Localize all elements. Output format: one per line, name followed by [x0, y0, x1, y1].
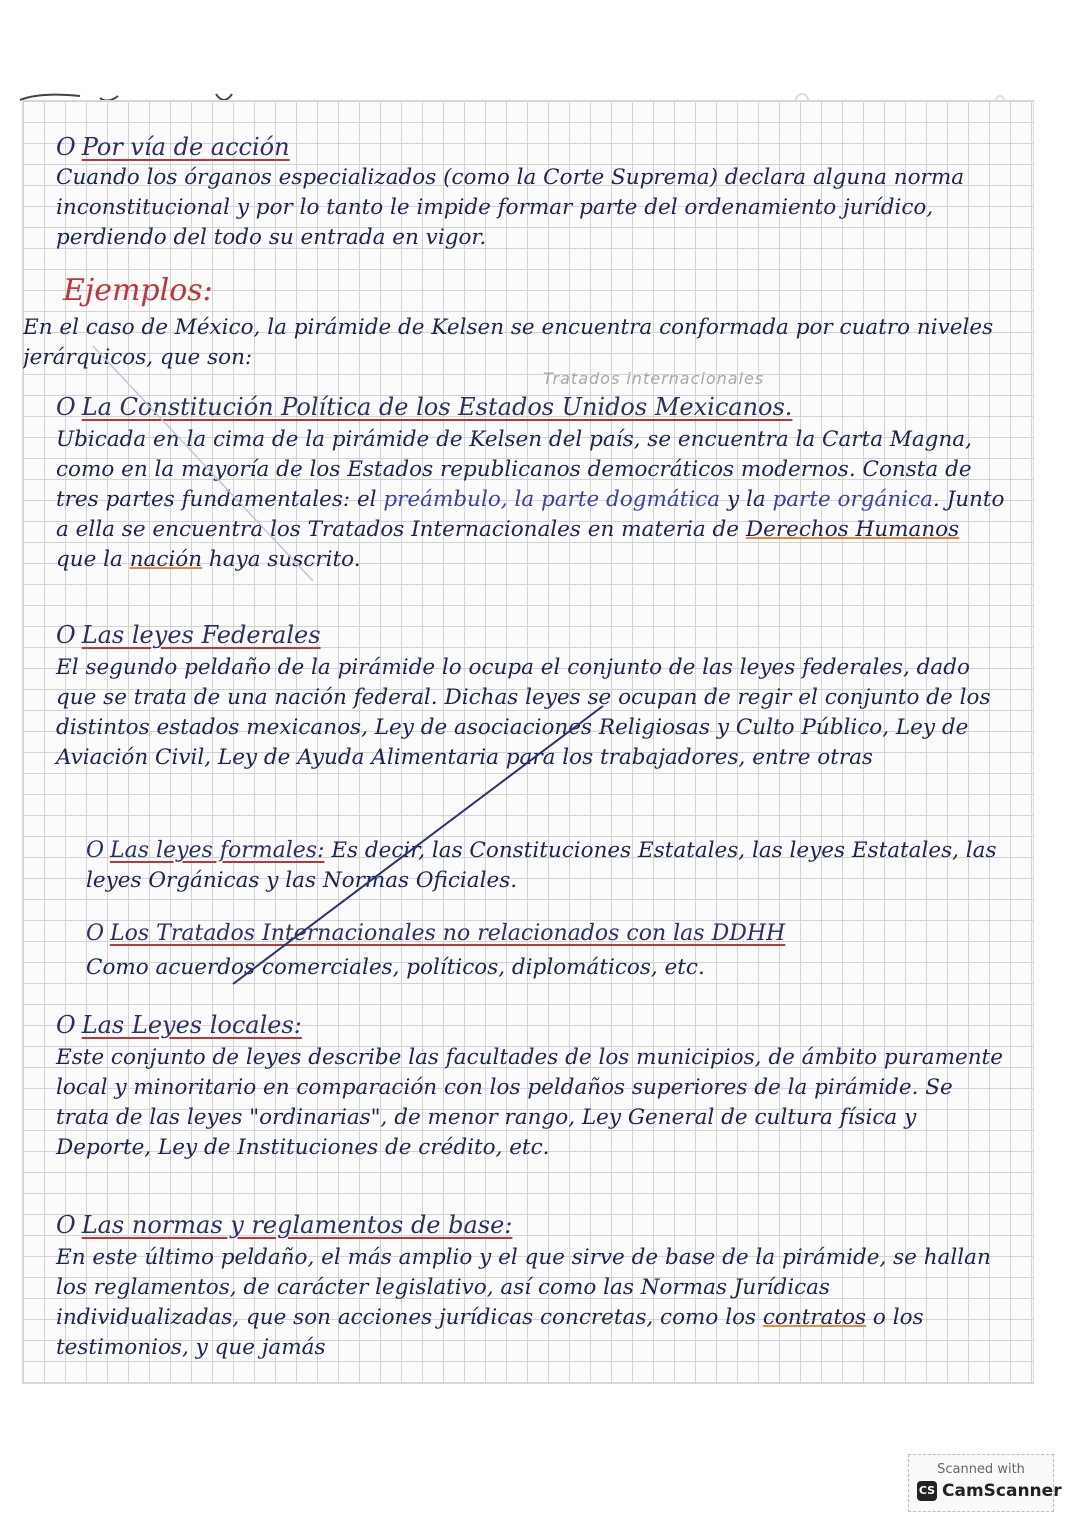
strike-through-lines [23, 101, 1033, 1383]
heading-text: Los Tratados Internacionales no relacionados con las DDHH [110, 921, 786, 946]
watermark-brand [917, 1481, 1062, 1501]
bullet-icon: O [56, 621, 76, 649]
paragraph-leyes-locales: Este conjunto de leyes describe las facultades de los municipios, de ámbito puramente local y minoritario en comparación con los peldaños superiores de la pirámide. Se trata de las leyes "ordinarias", de menor rango, Ley General de cultura física y Deporte, Ley de Instituciones de crédito, etc. [56, 1045, 1003, 1160]
ejemplos-intro: En el caso de México, la pirámide de Kelsen se encuentra conformada por cuatro niveles jerárquicos, que son: [23, 315, 994, 370]
paragraph-tratados: Como acuerdos comerciales, políticos, diplomáticos, etc. [86, 955, 705, 980]
paragraph-por-via-de-accion: Cuando los órganos especializados (como la Corte Suprema) declara alguna norma inconstitucional y por lo tanto le impide formar parte del ordenamiento jurídico, perdiendo del todo su entrada en vigor. [56, 165, 965, 250]
ejemplos-title: Ejemplos: [63, 273, 213, 308]
watermark-line2: CamScanner [942, 1481, 1062, 1501]
underlined-text: contratos [762, 1305, 867, 1330]
bullet-icon: O [56, 1011, 76, 1039]
bullet-icon: O [56, 1211, 76, 1239]
text-run: que la [56, 547, 130, 572]
underlined-text: Derechos Humanos [745, 517, 960, 542]
pencil-stroke [93, 346, 313, 581]
camscanner-watermark [908, 1454, 1062, 1512]
text-run: Ubicada en la cima de la pirámide de Kelsen del país, se encuentra la Carta Magna, como en la mayoría de los Estados republicanos democráticos modernos. Consta de tres partes fundamentales: el [56, 427, 972, 512]
bullet-icon: O [86, 921, 105, 946]
text-run: Es decir, las Constituciones Estatales, las leyes Estatales, las leyes Orgánicas y las Normas Oficiales. [86, 838, 997, 893]
bullet-icon: O [56, 133, 76, 161]
heading-text: Las leyes formales: [110, 838, 325, 863]
page-top-marks [0, 0, 1080, 110]
text-run: o los testimonios, y que jamás [56, 1305, 924, 1360]
heading-text: Las leyes Federales [81, 621, 321, 649]
heading-text: Las Leyes locales: [81, 1011, 302, 1039]
text-run: En este último peldaño, el más amplio y el que sirve de base de la pirámide, se hallan los reglamentos, de carácter legislativo, así como las Normas Jurídicas individualizadas, que son acciones jurídicas concretas, como los [56, 1245, 991, 1330]
heading-text: La Constitución Política de los Estados Unidos Mexicanos. [81, 393, 793, 421]
text-run: . Junto a ella se encuentra los Tratados Internacionales en materia de [56, 487, 1005, 542]
bullet-icon: O [56, 393, 76, 421]
notebook-page [22, 100, 1034, 1384]
heading-text: Las normas y reglamentos de base: [81, 1211, 513, 1239]
handwritten-notes [23, 101, 1033, 1383]
underlined-text: nación [129, 547, 203, 572]
highlight-text: parte orgánica [772, 487, 933, 512]
text-run: y la [720, 487, 773, 512]
pencil-note: Tratados internacionales [543, 369, 765, 388]
highlight-text: preámbulo, la parte dogmática [383, 487, 721, 512]
camscanner-logo-icon: CS [917, 1481, 937, 1501]
bullet-icon: O [86, 838, 105, 863]
heading-text: Por vía de acción [81, 133, 290, 161]
text-run: haya suscrito. [202, 547, 361, 572]
paragraph-leyes-federales: El segundo peldaño de la pirámide lo ocupa el conjunto de las leyes federales, dado que se trata de una nación federal. Dichas leyes se ocupan de regir el conjunto de los distintos estados mexicanos, Ley de asociaciones Religiosas y Culto Público, Ley de Aviación Civil, Ley de Ayuda Alimentaria para los trabajadores, entre otras [56, 655, 991, 770]
strike-line [233, 706, 603, 984]
watermark-line1: Scanned with [937, 1462, 1025, 1477]
